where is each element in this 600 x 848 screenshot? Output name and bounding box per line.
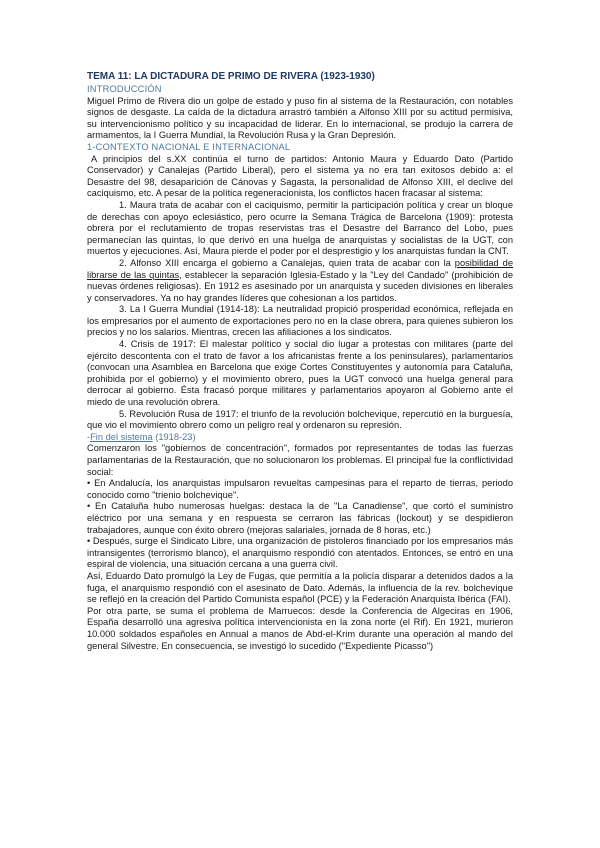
subsection-link[interactable]: Fin del sistema: [90, 431, 153, 442]
concentration-paragraph: Comenzaron los "gobiernos de concentración", formados por representantes de todas las fuerzas parlamentarias de la Restauración, que no solucionaron los problemas. El principal fue la conflictividad social:: [87, 443, 513, 477]
dato-paragraph: Así, Eduardo Dato promulgó la Ley de Fugas, que permitía a la policía disparar a detenidos dados a la fuga, el anarquismo respondió con el asesinato de Dato. Además, la influencia de la rev. bolchevique se reflejó en la creación del Partido Comunista español (PCE) y la Federación Anarquista Ibérica (FAI).: [87, 570, 513, 605]
point-2-text-b: , establecer la separación Iglesia-Estado y la "Ley del Candado" (prohibición de nuevas órdenes religiosas). En 1912 es asesinado por un anarquista y suceden divisiones en liberales y conservadores. Ya no hay grandes líderes que cohesionan a los partidos.: [87, 269, 513, 303]
bullet-cataluna: • En Cataluña hubo numerosas huelgas: destaca la de "La Canadiense", que cortó el suministro eléctrico por una semana y en respuesta se cerraron las fábricas (lockout) y se despidieron trabajadores, aunque con éxito obrero (mejoras salariales, jornada de 8 horas, etc.): [87, 501, 513, 535]
marruecos-paragraph: Por otra parte, se suma el problema de Marruecos: desde la Conferencia de Algeciras en 1906, España desarrolló una agresiva política intervencionista en la zona norte (el Rif). En 1921, murieron 10.000 soldados españoles en Annual a manos de Abd-el-Krim durante una operación al mando del general Silvestre. En consecuencia, se investigó lo sucedido ("Expediente Picasso"): [87, 605, 513, 651]
point-1-paragraph: 1. Maura trata de acabar con el caciquismo, permitir la participación política y crear un bloque de derechas con apoyo eclesiástico, pero ocurre la Semana Trágica de Barcelona (1909): protesta obrera por el reclutamiento de tropas reservistas tras el Desastre del Barranco del Lobo, pues permanecían las quintas, lo que derivó en una huelga de anarquistas y socialistas de la UGT, con muertos y ejecuciones. Así, Maura pierde el poder por el desprestigio y los anarquistas fundan la CNT.: [87, 199, 513, 257]
point-3-paragraph: 3. La I Guerra Mundial (1914-18): La neutralidad propició prosperidad económica, reflejada en los empresarios por el aumento de exportaciones pero no en la clase obrera, para quienes subieron los precios y no los salarios. Mientras, crecen las afiliaciones a los sindicatos.: [87, 304, 513, 338]
intro-heading: INTRODUCCIÓN: [87, 84, 162, 94]
point-4-paragraph: 4. Crisis de 1917: El malestar político y social dio lugar a protestas con militares (parte del ejército descontenta con el trato de favor a los africanistas frente a los peninsulares), parlamentarios (convocan una Asamblea en Barcelona que exige Cortes Constituyentes y autonomía para Cataluña, prohibida por el gobierno) y el movimiento obrero, pues la UGT convocó una huelga general para derrocar al gobierno. Ésta fracasó porque militares y parlamentarios apoyaron al Gobierno ante el miedo de una revolución obrera.: [87, 339, 513, 408]
subsection-years: (1918-23): [152, 431, 196, 442]
section1-heading: 1-CONTEXTO NACIONAL E INTERNACIONAL: [87, 141, 291, 152]
point-2-paragraph: [87, 258, 513, 304]
point-2-underlined-text: posibilidad de librarse de las quintas: [87, 257, 513, 280]
bullet-sindicato-libre: • Después, surge el Sindicato Libre, una organización de pistoleros financiado por los empresarios más intransigentes (terrorismo blanco), el anarquismo respondió con atentados. Entonces, se entró en una espiral de violencia, una situación cercana a una guerra civil.: [87, 536, 513, 570]
intro-paragraph: Miguel Primo de Rivera dio un golpe de estado y puso fin al sistema de la Restauración, con notables signos de desgaste. La caída de la dictadura arrastró también a Alfonso XIII por su actitud permisiva, su intervencionismo político y su incapacidad de liderar. En lo internacional, se produjo la carrera de armamentos, la I Guerra Mundial, la Revolución Rusa y la Gran Depresión.: [87, 95, 513, 141]
bullet-andalucia: • En Andalucía, los anarquistas impulsaron revueltas campesinas para el reparto de tierras, periodo conocido como "trienio bolchevique".: [87, 478, 513, 500]
subsection-prefix: -: [87, 431, 91, 442]
point-5-paragraph: 5. Revolución Rusa de 1917: el triunfo de la revolución bolchevique, repercutió en la burguesía, que vio el movimiento obrero como un peligro real y ordenaron su represión.: [87, 408, 513, 431]
section1-intro-paragraph: A principios del s.XX continúa el turno de partidos: Antonio Maura y Eduardo Dato (Partido Conservador) y Canalejas (Partido Liberal), pero el sistema ya no era tan exitosos debido a: el Desastre del 98, desaparición de Cánovas y Sagasta, la personalidad de Alfonso XIII, el declive del caciquismo, etc. A pesar de la política regeneracionista, los conflictos hacen fracasar al sistema:: [87, 153, 513, 199]
subsection-heading: [87, 432, 513, 444]
point-2-text-a: 2. Alfonso XIII encarga el gobierno a Canalejas, quien trata de acabar con la: [119, 257, 455, 268]
page-title: TEMA 11: LA DICTADURA DE PRIMO DE RIVERA (1923-1930): [87, 71, 375, 82]
document-page: [87, 71, 513, 652]
